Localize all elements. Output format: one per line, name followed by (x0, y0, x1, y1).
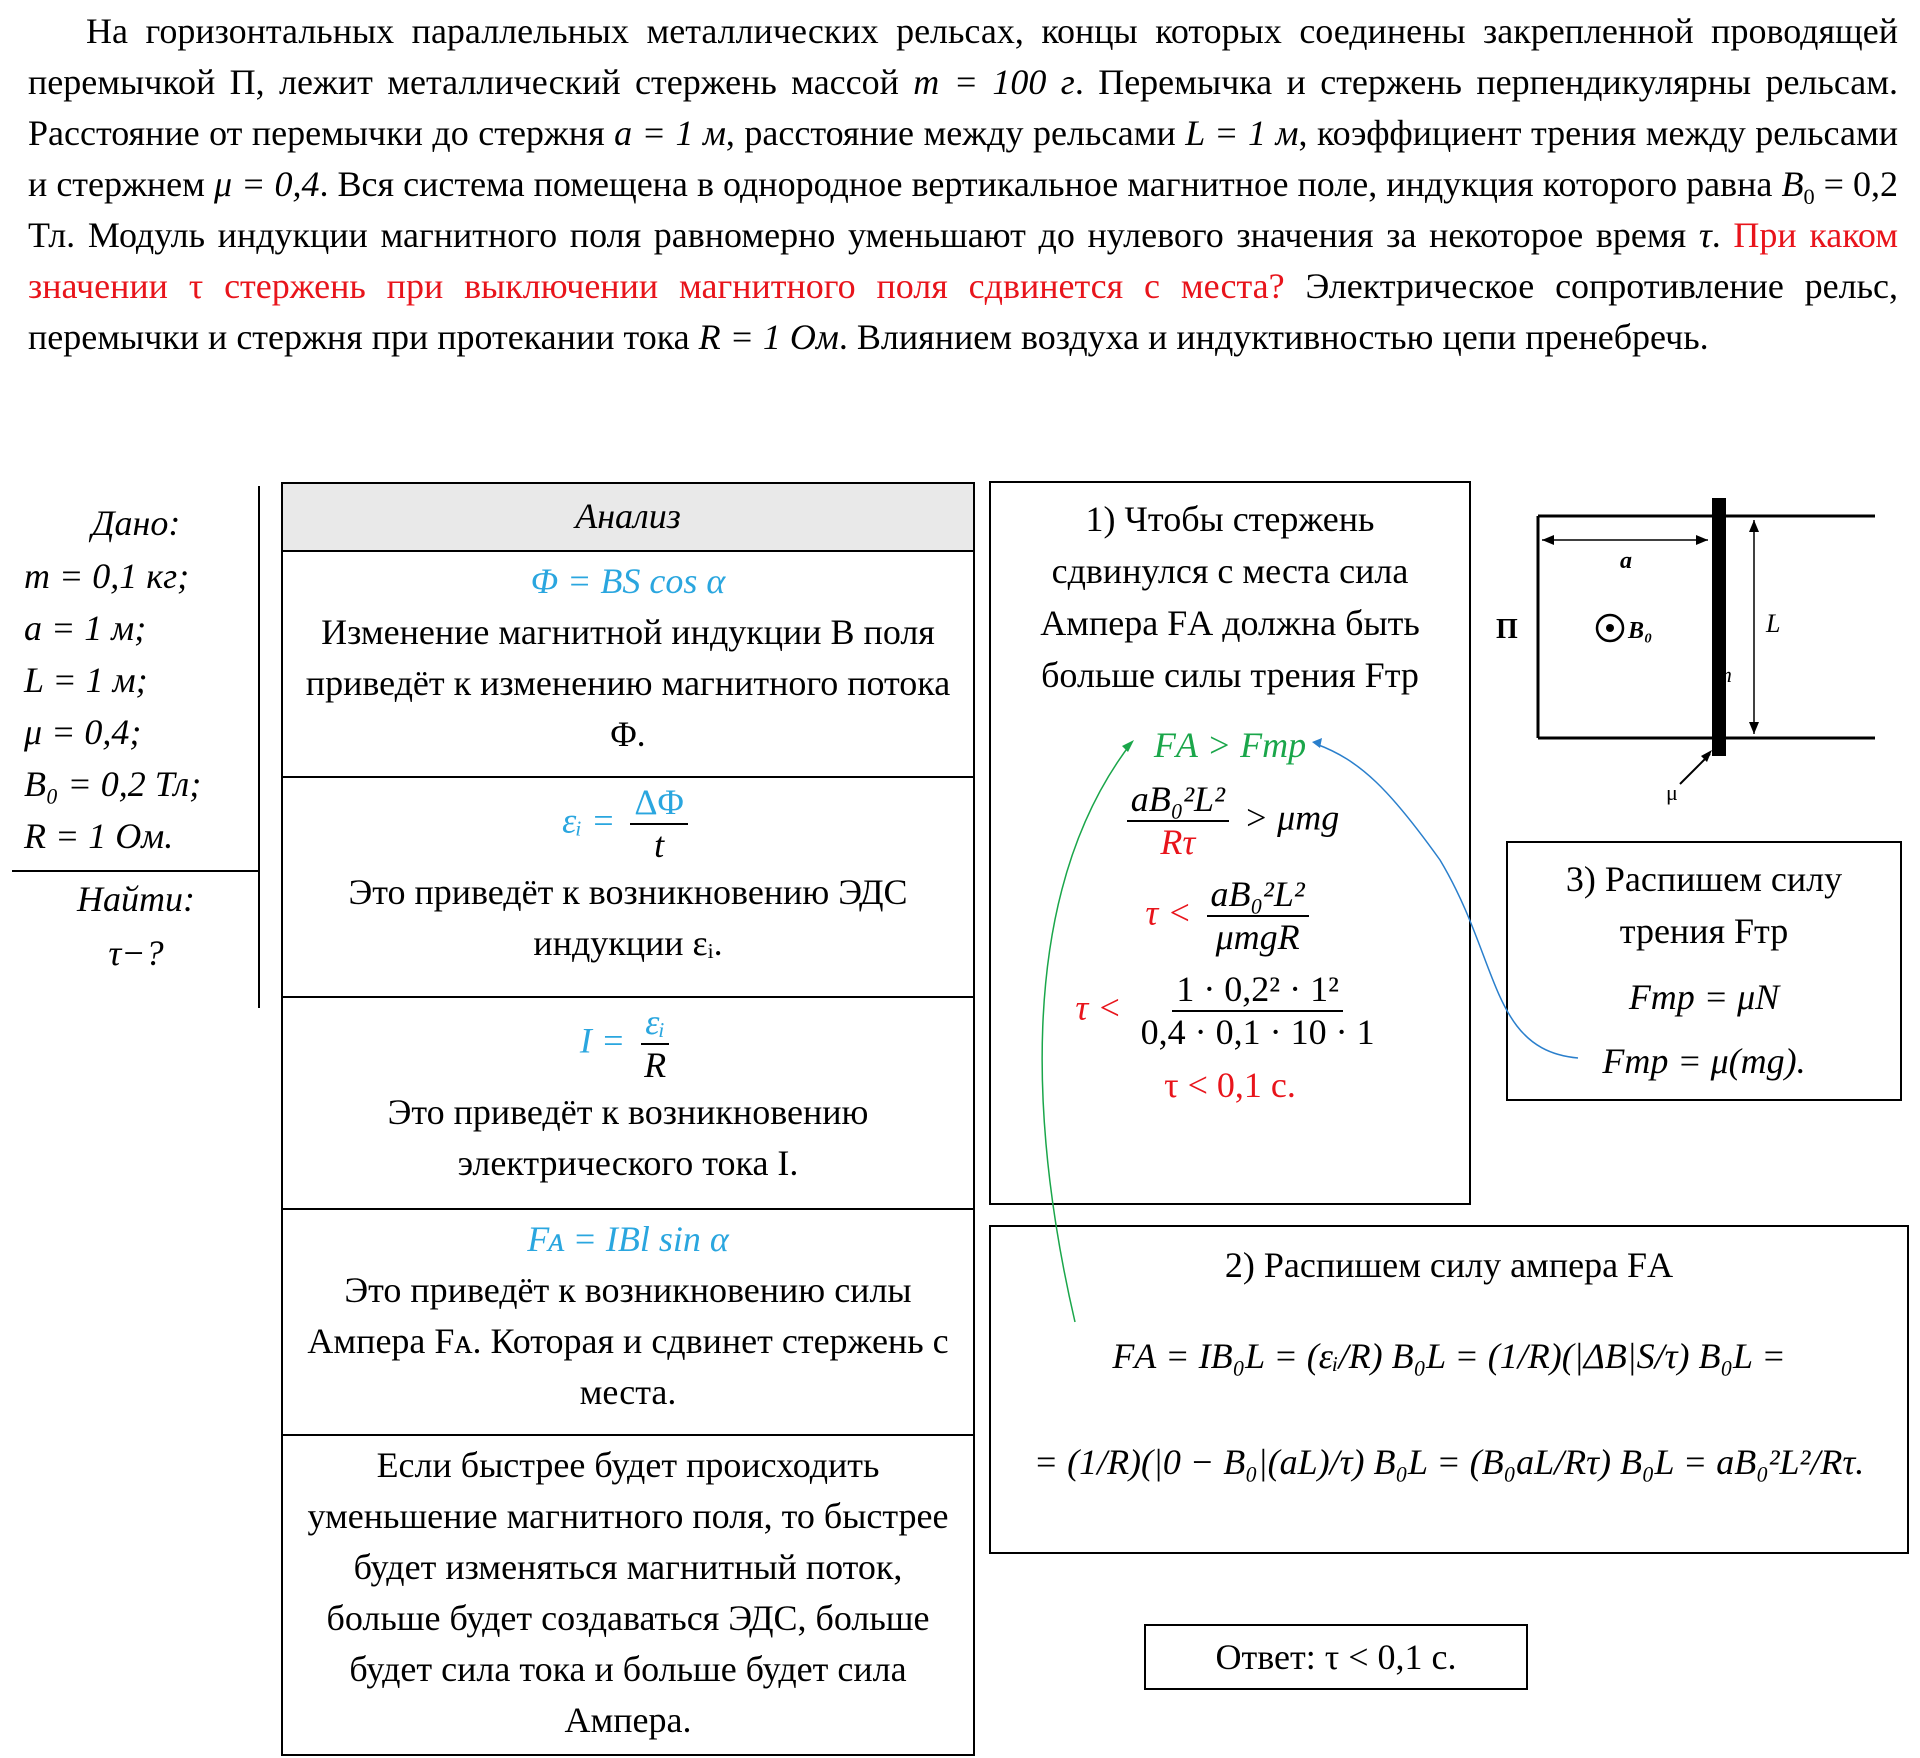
analysis-row-flux (283, 550, 973, 776)
analysis-row-current (283, 996, 973, 1208)
step1-box (989, 481, 1471, 1205)
find-title: Найти: (77, 879, 195, 919)
given-b0: B₀ = 0,2 Тл; (24, 764, 202, 804)
step1-ineq2: $\frac{\text{aB₀²L²}}{R\tau}$ > μmg (991, 779, 1469, 864)
emf-formula: εᵢ = $\frac{\Delta\Phi}{t}$ (293, 782, 963, 867)
step2-title: 2) Распишем силу ампера FА (1224, 1245, 1674, 1285)
analysis-title: Анализ (283, 484, 973, 550)
step1-ineq3: τ < $\frac{\text{aB₀²L²}}{\text{μmgR}}$ (991, 874, 1469, 959)
step1-ineq1: FА > Fтр (1153, 725, 1307, 765)
step3-f2: Fтр = μ(mg). (1602, 1041, 1806, 1081)
flux-formula: Φ = BS cos α (530, 561, 726, 601)
problem-question: При каком значении τ стержень при выключении магнитного поля сдвинется с места? (28, 215, 1899, 306)
given-divider (258, 486, 260, 1008)
answer-box: Ответ: τ < 0,1 с. (1144, 1624, 1528, 1690)
step2-line1: FА = IB₀L = (εᵢ/R) B₀L = (1/R)(|ΔB|S/τ) B₀L = (1112, 1336, 1786, 1376)
given-mu: μ = 0,4; (24, 712, 142, 752)
label-pi: П (1496, 614, 1518, 645)
flux-text: Изменение магнитной индукции B поля приведёт к изменению магнитного потока Φ. (305, 612, 951, 754)
ampere-formula: Fᴀ = IBl sin α (527, 1219, 729, 1259)
rail-diagram (1496, 488, 1900, 808)
ampere-text: Это приведёт к возникновению силы Ампера Fᴀ. Которая и сдвинет стержень с места. (307, 1270, 949, 1412)
given-mass: m = 0,1 кг; (24, 556, 190, 596)
step1-ineq4: τ < $\frac{\text{1 · 0,2² · 1²}}{0,4 \cdot 0,1 \cdot 10 \cdot 1}$ (1075, 968, 1375, 1052)
step3-title: 3) Распишем силу трения Fтр (1565, 859, 1843, 951)
label-L: L (1766, 609, 1781, 638)
analysis-row-emf (283, 776, 973, 996)
label-a: a (1620, 548, 1632, 574)
find-value: τ−? (108, 933, 164, 973)
given-title: Дано: (91, 503, 181, 543)
analysis-row-conclusion (283, 1434, 973, 1754)
step1-result: τ < 0,1 с. (1164, 1065, 1296, 1106)
step3-box (1506, 841, 1902, 1101)
analysis-table (281, 482, 975, 1756)
label-mu: μ (1666, 780, 1678, 805)
emf-text: Это приведёт к возникновению ЭДС индукции εᵢ. (348, 871, 908, 963)
current-text: Это приведёт к возникновению электрического тока I. (387, 1091, 869, 1183)
problem-paragraph: На горизонтальных параллельных металлических рельсах, концы которых соединены закрепленной проводящей перемычкой П, лежит металлический стержень массой m = 100 г. Перемычка и стержень перпендикулярны рельсам. Расстояние от перемычки до стержня a = 1 м, расстояние между рельсами L = 1 м, коэффициент трения между рельсами и стержнем μ = 0,4. Вся система помещена в однородное вертикальное магнитное поле, индукция которого равна $B_0 = 0,2$ Тл. Модуль индукции магнитного поля равномерно уменьшают до нулевого значения за некоторое время τ. При каком значении τ стержень при выключении магнитного поля сдвинется с места? Электрическое сопротивление рельс, перемычки и стержня при протекании тока R = 1 Ом. Влиянием воздуха и индуктивностью цепи пренебречь. (28, 11, 1899, 357)
given-L: L = 1 м; (24, 660, 148, 700)
step2-box (989, 1225, 1909, 1554)
step3-f1: Fтр = μN (1628, 977, 1780, 1017)
label-b: B₀ (1628, 618, 1653, 644)
given-section (14, 496, 258, 980)
problem-statement (28, 6, 1898, 363)
given-R: R = 1 Ом. (24, 816, 174, 856)
step1-text: 1) Чтобы стержень сдвинулся с места сила Ампера FА должна быть больше силы трения Fтр (1040, 499, 1420, 695)
step2-line2: = (1/R)(|0 − B₀|(aL)/τ) B₀L = (B₀aL/Rτ) B₀L = aB₀²L²/Rτ. (1033, 1442, 1865, 1482)
current-formula: I = $\frac{\text{εᵢ}}{R}$ (293, 1002, 963, 1087)
analysis-row-ampere (283, 1208, 973, 1434)
conclusion-text: Если быстрее будет происходить уменьшение магнитного поля, то быстрее будет изменяться магнитный поток, больше будет создаваться ЭДС, больше будет сила тока и больше будет сила Ампера. (307, 1445, 949, 1740)
label-m: m (1716, 662, 1732, 687)
given-a: a = 1 м; (24, 608, 147, 648)
